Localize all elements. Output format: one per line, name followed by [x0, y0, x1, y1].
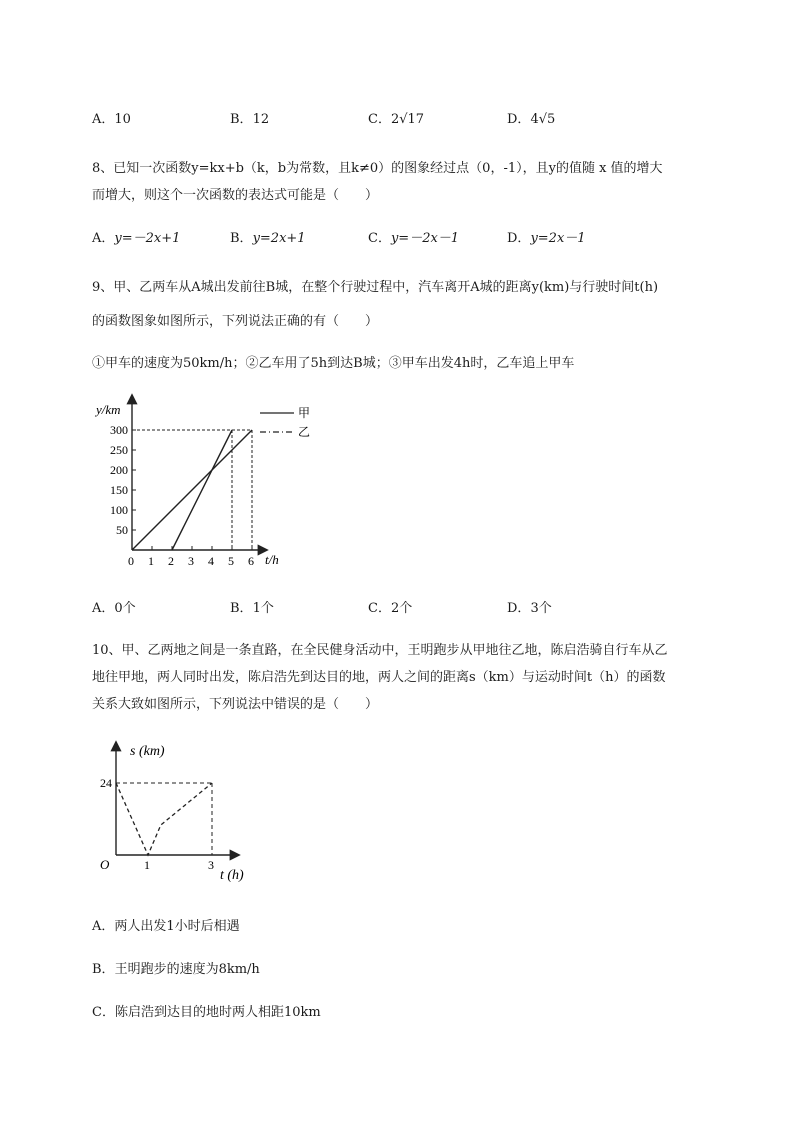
q9-option-b: B．1个: [230, 601, 274, 616]
q10-option-a: A．两人出发1小时后相遇: [92, 919, 240, 934]
q10-stem-line1: 10、甲、乙两地之间是一条直路，在全民健身活动中，王明跑步从甲地往乙地，陈启浩骑自行车从乙: [92, 643, 668, 658]
q10-origin: O: [100, 857, 110, 872]
q9-x-tick-label-1: 1: [148, 554, 154, 568]
q10-graph: [88, 735, 288, 890]
q8-option-b: B．y=2x+1: [230, 231, 306, 246]
q9-x-tick-label-0: 0: [128, 554, 134, 568]
q9-y-tick-label-150: 150: [110, 483, 128, 497]
q9-option-a: A．0个: [92, 601, 136, 616]
q9-x-tick-label-2: 2: [168, 554, 174, 568]
q8-option-a: A．y=－2x+1: [92, 231, 181, 246]
q10-series-s: [116, 783, 212, 855]
q9-x-tick-label-5: 5: [228, 554, 234, 568]
q9-option-d: D．3个: [507, 601, 552, 616]
q7-option-d: D．4√5: [507, 112, 556, 127]
q10-y-tick-label-24: 24: [100, 776, 112, 790]
q7-option-a: A．10: [92, 112, 131, 127]
q7-option-b: B．12: [230, 112, 270, 127]
q8-option-d: D．y=2x－1: [507, 231, 586, 246]
q9-y-label: y/km: [96, 402, 121, 417]
q9-series-yi: [172, 430, 232, 550]
q9-y-tick-label-300: 300: [110, 423, 128, 437]
q8-stem-line2: 而增大，则这个一次函数的表达式可能是（ ）: [92, 188, 379, 203]
q9-option-c: C．2个: [368, 601, 413, 616]
q9-y-tick-label-100: 100: [110, 503, 128, 517]
q9-x-tick-label-3: 3: [188, 554, 194, 568]
q9-legend-yi: 乙: [298, 425, 311, 439]
q9-x-tick-label-4: 4: [208, 554, 214, 568]
q10-option-b: B．王明跑步的速度为8km/h: [92, 962, 260, 977]
q9-legend-jia: 甲: [298, 406, 311, 420]
q9-legend: [260, 406, 310, 439]
q10-stem-line3: 关系大致如图所示，下列说法中错误的是（ ）: [92, 697, 379, 712]
q9-series-jia: [132, 430, 252, 550]
q9-y-tick-label-50: 50: [116, 523, 128, 537]
q9-x-label: t/h: [265, 552, 279, 567]
q8-option-c: C．y=－2x－1: [368, 231, 460, 246]
q9-stem-line1: 9、甲、乙两车从A城出发前往B城，在整个行驶过程中，汽车离开A城的距离y(km)与行驶时间t(h): [92, 280, 659, 295]
q10-y-label: s (km): [130, 744, 165, 759]
q9-y-tick-label-250: 250: [110, 443, 128, 457]
q10-x-tick-label-1: 1: [144, 858, 150, 872]
q9-statements: ①甲车的速度为50km/h；②乙车用了5h到达B城；③甲车出发4h时，乙车追上甲车: [92, 356, 575, 371]
q9-graph: [88, 392, 328, 577]
q10-x-label: t (h): [220, 868, 244, 883]
q10-option-c: C．陈启浩到达目的地时两人相距10km: [92, 1005, 321, 1020]
q8-stem-line1: 8、已知一次函数y=kx+b（k，b为常数，且k≠0）的图象经过点（0，-1），且y的值随 x 值的增大: [92, 161, 663, 176]
q7-option-c: C．2√17: [368, 112, 425, 127]
q9-x-tick-label-6: 6: [248, 554, 254, 568]
q10-x-tick-label-3: 3: [208, 858, 214, 872]
q10-stem-line2: 地往甲地，两人同时出发，陈启浩先到达目的地，两人之间的距离s（km）与运动时间t（h）的函数: [92, 670, 666, 685]
q9-stem-line2: 的函数图象如图所示，下列说法正确的有（ ）: [92, 314, 379, 329]
q9-y-tick-label-200: 200: [110, 463, 128, 477]
